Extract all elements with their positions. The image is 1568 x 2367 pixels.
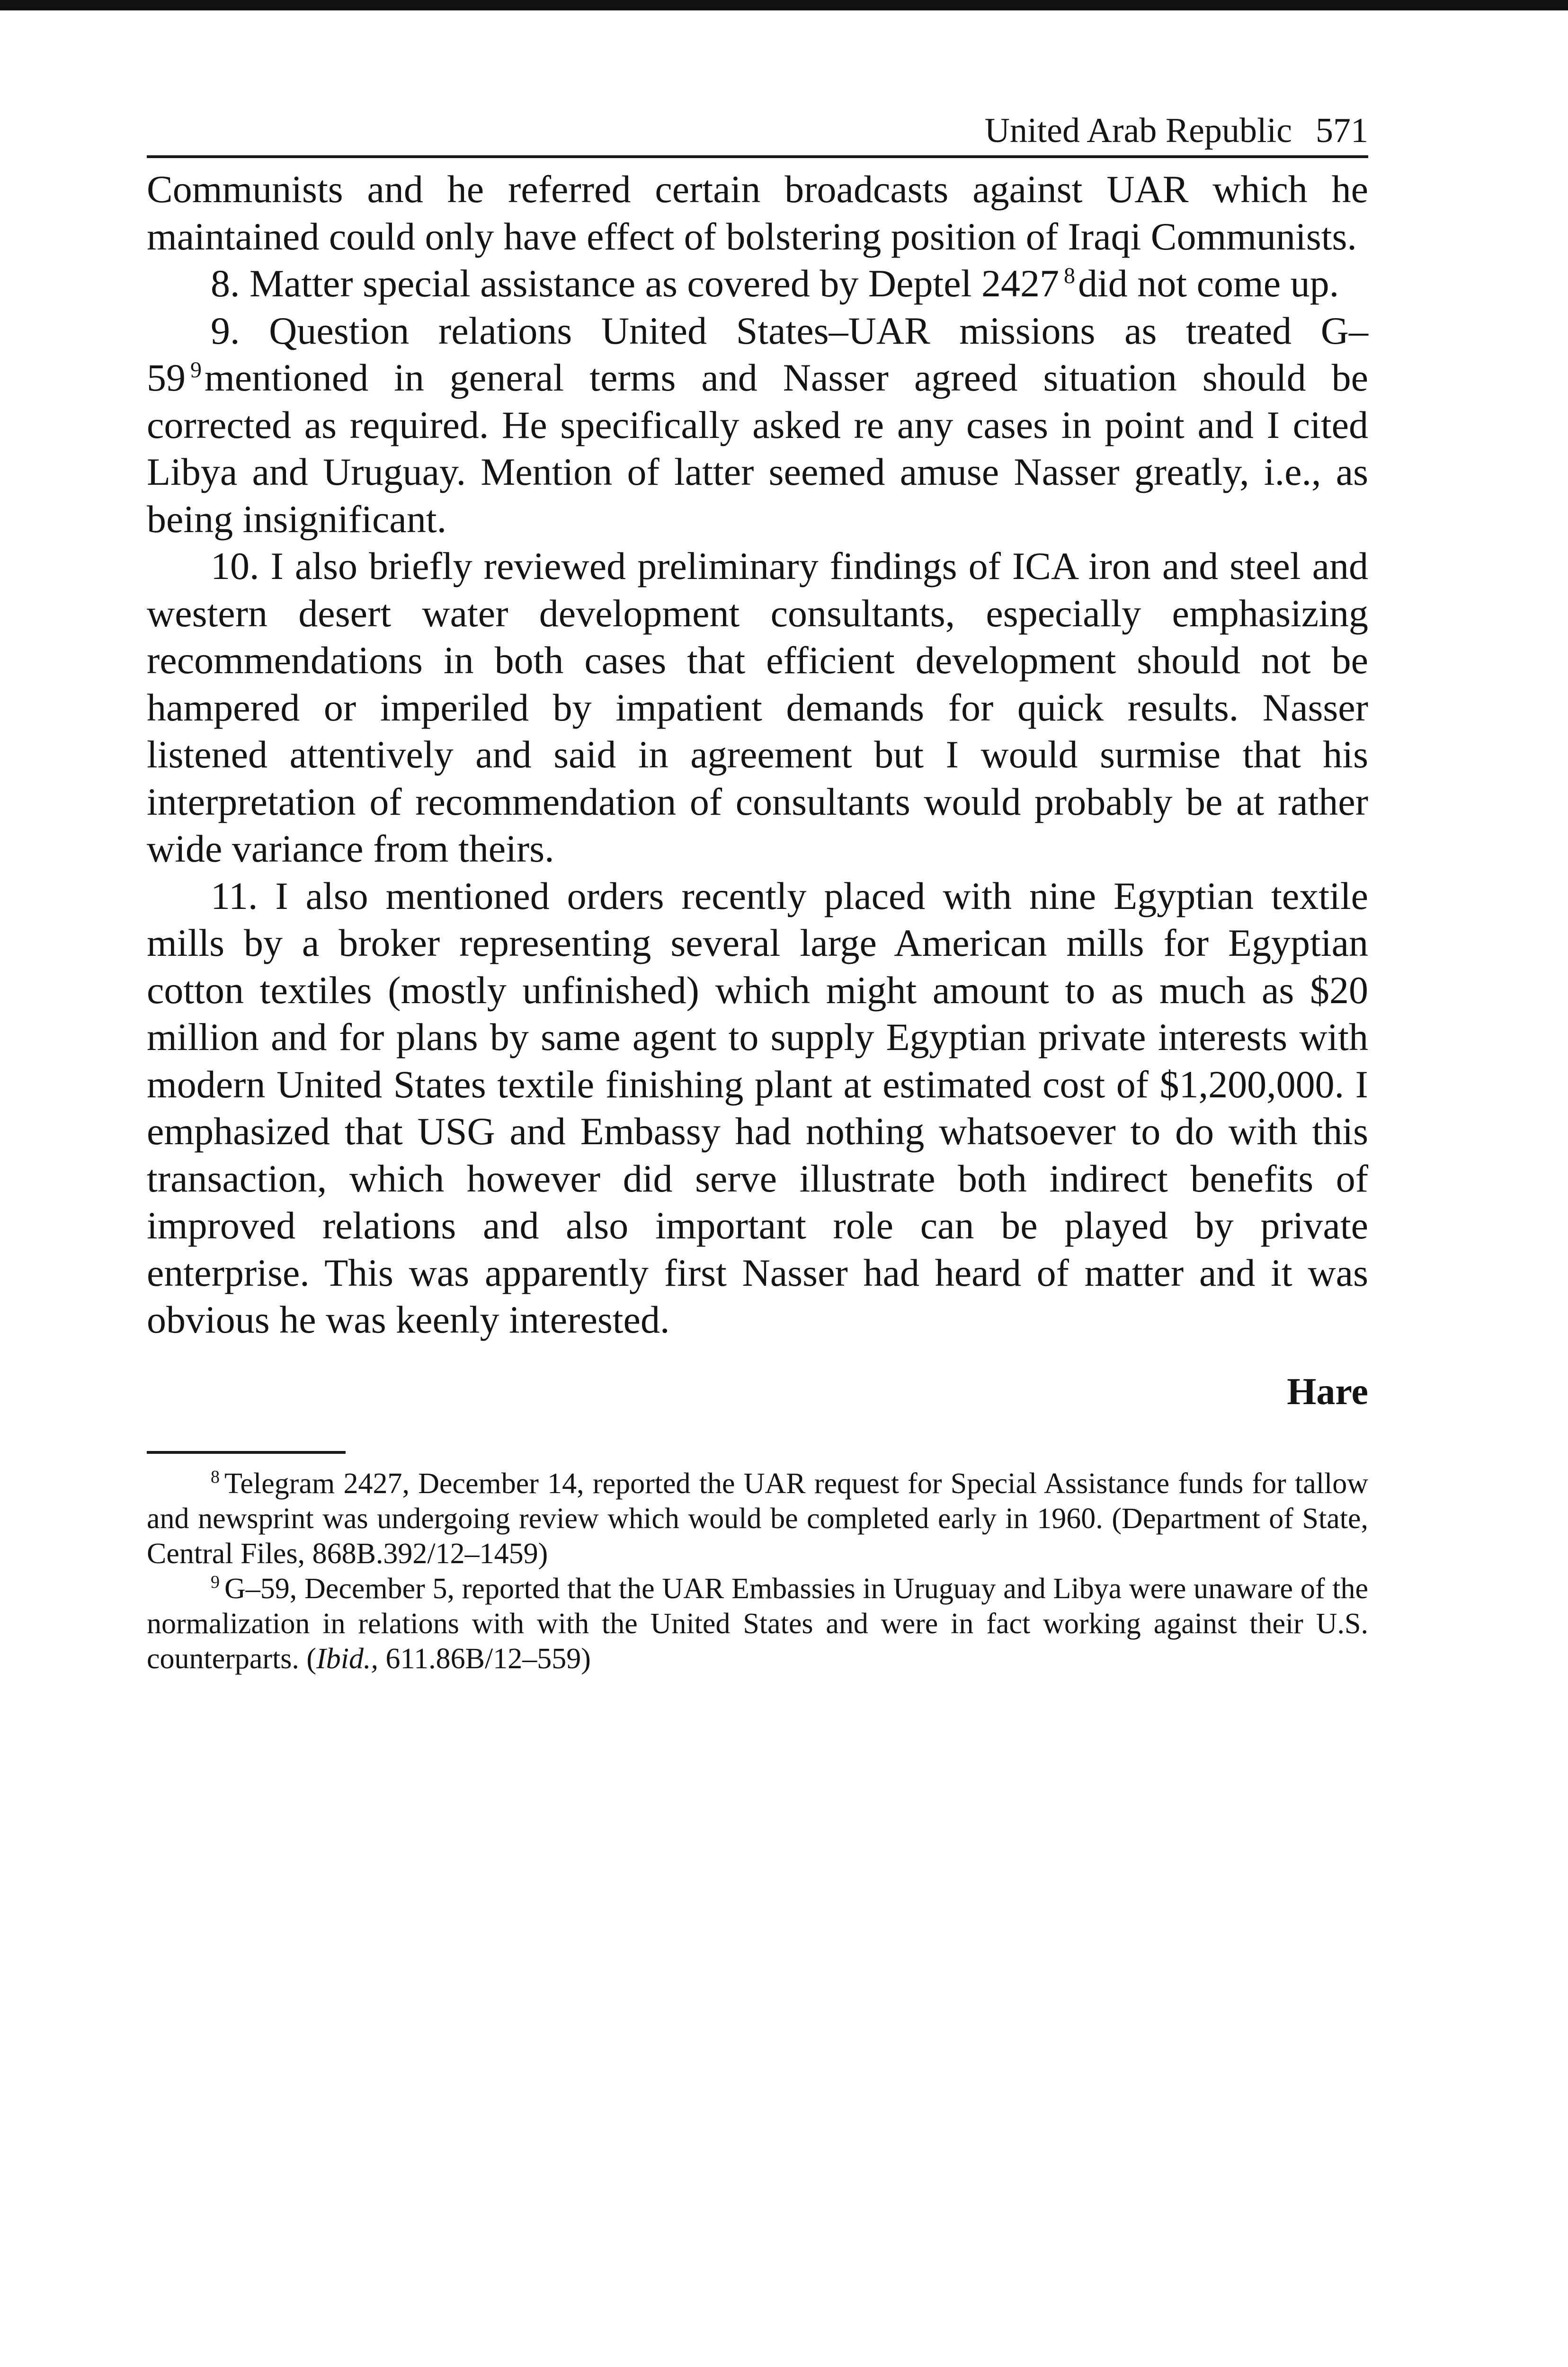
paragraph-11: 11. I also mentioned orders recently placed with nine Egyptian textile mills by a broker representing several large American mills for Egyptian cotton textiles (mostly unfinished) which might amount to as much as $20 million and for plans by same agent to supply Egyptian private interests with modern United States textile finishing plant at estimated cost of $1,200,000. I emphasized that USG and Embassy had nothing whatsoever to do with this transaction, which however did serve illustrate both indirect benefits of improved relations and also important role can be played by private enterprise. This was apparently first Nasser had heard of matter and it was obvious he was keenly interested.	[147, 874, 1368, 1341]
paragraph-9-text-start: 9. Question relations United States–UAR missions as treated G–59	[147, 309, 1368, 399]
footnote-marker: 8	[211, 1467, 220, 1487]
paragraph-8	[147, 260, 1368, 307]
footnote-reference-9: 9	[190, 357, 202, 383]
paragraph-8-text-start: 8. Matter special assistance as covered by Deptel 2427	[211, 262, 1059, 305]
footnote-divider	[147, 1451, 346, 1454]
footnote-ibid: Ibid.,	[316, 1642, 378, 1675]
paragraph-8-text-end: did not come up.	[1078, 262, 1339, 305]
footnote-text-end: 611.86B/12–559)	[378, 1642, 591, 1675]
paragraph-9-text-end: mentioned in general terms and Nasser agreed situation should be corrected as required. He specifically asked re any cases in point and I cited Libya and Uruguay. Mention of latter seemed amuse Nasser greatly, i.e., as being insignificant.	[147, 356, 1368, 541]
footnote-marker: 9	[211, 1572, 220, 1592]
footnote-text: Telegram 2427, December 14, reported the UAR request for Special Assistance funds for tallow and newsprint was undergoing review which would be completed early in 1960. (Department of State, Central Files, 868B.392/12–1459)	[147, 1467, 1368, 1570]
scan-top-border	[0, 0, 1568, 10]
document-page	[147, 109, 1368, 1676]
footnote-reference-8: 8	[1064, 263, 1075, 288]
paragraph-9	[147, 307, 1368, 543]
signature: Hare	[1287, 1370, 1368, 1413]
footnote-9	[147, 1571, 1368, 1676]
page-number: 571	[1316, 111, 1368, 150]
footnote-8	[147, 1466, 1368, 1571]
footnotes	[147, 1466, 1368, 1676]
body-text	[147, 166, 1368, 1344]
running-head	[147, 109, 1368, 158]
section-title: United Arab Republic	[984, 111, 1292, 150]
paragraph-10: 10. I also briefly reviewed preliminary findings of ICA iron and steel and western desert water development consultants, especially emphasizing recommendations in both cases that efficient development should not be hampered or imperiled by impatient demands for quick results. Nasser listened attentively and said in agreement but I would surmise that his interpretation of recommendation of consultants would probably be at rather wide variance from theirs.	[147, 544, 1368, 870]
footnote-text-start: G–59, December 5, reported that the UAR Embassies in Uruguay and Libya were unaware of the normalization in relations with with the United States and were in fact working against their U.S. counterparts. (	[147, 1572, 1368, 1675]
paragraph-continued: Communists and he referred certain broadcasts against UAR which he maintained could only have effect of bolstering position of Iraqi Communists.	[147, 168, 1368, 258]
